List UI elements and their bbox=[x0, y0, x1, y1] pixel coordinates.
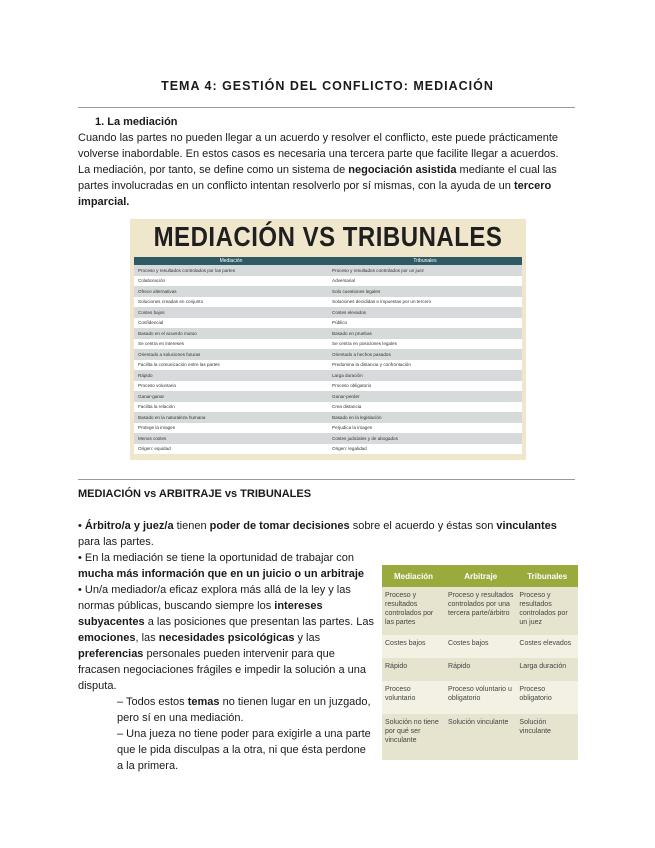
table-cell: Costes judiciales y de abogados bbox=[328, 433, 522, 444]
table-cell: Basado en la legislación bbox=[328, 412, 522, 423]
table-row bbox=[134, 412, 522, 423]
table-cell: Proceso y resultados controlados por las partes bbox=[134, 265, 328, 276]
image-title: MEDIACIÓN VS TRIBUNALES bbox=[153, 222, 503, 254]
table-cell: Orientado a soluciones futuras bbox=[134, 349, 328, 360]
table-cell: Proceso y resultados controlados por un juez bbox=[516, 587, 578, 635]
table-cell: Basado en el acuerdo mutuo bbox=[134, 328, 328, 339]
table-row bbox=[134, 328, 522, 339]
table-cell: Costes elevados bbox=[328, 307, 522, 318]
section-heading: 1. La mediación bbox=[95, 116, 178, 128]
table-row bbox=[134, 391, 522, 402]
table-row bbox=[134, 339, 522, 350]
table-header: Mediación bbox=[134, 257, 328, 265]
table-cell: Menos costes bbox=[134, 433, 328, 444]
table-header: Tribunales bbox=[516, 565, 578, 587]
table-row bbox=[134, 381, 522, 392]
divider bbox=[78, 479, 575, 480]
table-cell: Proceso y resultados controlados por un juez bbox=[328, 265, 522, 276]
sub-bullet-item: – Una jueza no tiene poder para exigirle a una parte que le pida disculpas a la otra, ni que ésta perdone a la primera. bbox=[117, 728, 371, 772]
table-cell: Proceso voluntario bbox=[382, 681, 445, 714]
table-row bbox=[134, 433, 522, 444]
table-row bbox=[134, 276, 522, 287]
table-cell: Protege la imagen bbox=[134, 423, 328, 434]
table-cell: Basado en la naturaleza humana bbox=[134, 412, 328, 423]
comparison-table bbox=[134, 257, 522, 454]
table-row bbox=[134, 370, 522, 381]
table-header: Arbitraje bbox=[445, 565, 516, 587]
table-cell: Perjudica la imagen bbox=[328, 423, 522, 434]
table-cell: Se centra en posiciones legales bbox=[328, 339, 522, 350]
table-cell: Costes bajos bbox=[445, 635, 516, 658]
table-cell: Costes bajos bbox=[382, 635, 445, 658]
table-row bbox=[134, 286, 522, 297]
table-row bbox=[382, 681, 578, 714]
paragraph-line: partes involucradas en un conflicto intentan resolverlo por sí mismas, con la ayuda de un tercero bbox=[78, 180, 552, 192]
table-cell: Proceso y resultados controlados por una tercera parte/árbitro bbox=[445, 587, 516, 635]
paragraph bbox=[78, 130, 578, 210]
table-cell: Costes elevados bbox=[516, 635, 578, 658]
table-cell: Basado en pruebas bbox=[328, 328, 522, 339]
table-cell: Se centra en intereses bbox=[134, 339, 328, 350]
table-cell: Proceso voluntario u obligatorio bbox=[445, 681, 516, 714]
table-row bbox=[134, 444, 522, 455]
paragraph-line: Cuando las partes no pueden llegar a un acuerdo y resolver el conflicto, este puede prácticamente bbox=[78, 132, 559, 144]
table-cell: Crea distancia bbox=[328, 402, 522, 413]
section-heading: MEDIACIÓN vs ARBITRAJE vs TRIBUNALES bbox=[78, 488, 312, 500]
bullet-item: • Árbitro/a y juez/a tienen poder de tomar decisiones sobre el acuerdo y éstas son vinculantes para las partes. bbox=[78, 520, 557, 548]
table-row bbox=[134, 318, 522, 329]
table-cell: Público bbox=[328, 318, 522, 329]
table-cell: Orientado a hechos pasados bbox=[328, 349, 522, 360]
bullet-item: • En la mediación se tiene la oportunidad de trabajar con mucha más información que en un juicio o un arbitraje bbox=[78, 552, 365, 580]
table-cell: Ofrece alternativas bbox=[134, 286, 328, 297]
table-cell: Solución no tiene por qué ser vinculante bbox=[382, 714, 445, 760]
table-cell: Soluciones decididas e impuestas por un tercero bbox=[328, 297, 522, 308]
table-cell: Facilita la relación bbox=[134, 402, 328, 413]
table-cell: Rápido bbox=[382, 658, 445, 681]
table-cell: Ganar-ganar bbox=[134, 391, 328, 402]
table-row bbox=[134, 349, 522, 360]
table-row bbox=[134, 423, 522, 434]
table-header: Mediación bbox=[382, 565, 445, 587]
table-cell: Predomina la distancia y confrontación bbox=[328, 360, 522, 371]
table-row bbox=[134, 307, 522, 318]
paragraph-line: volverse inabordable. En estos casos es necesaria una tercera parte que facilite llegar a acuerdos. bbox=[78, 148, 559, 160]
table-row bbox=[134, 360, 522, 371]
table-row bbox=[134, 297, 522, 308]
mediacion-vs-tribunales-image bbox=[130, 219, 526, 460]
table-cell: Soluciones creadas en conjunto bbox=[134, 297, 328, 308]
comparison-table bbox=[382, 565, 578, 760]
table-cell: Larga duración bbox=[516, 658, 578, 681]
paragraph-line: imparcial. bbox=[78, 196, 130, 208]
table-row bbox=[382, 635, 578, 658]
table-cell: Proceso y resultados controlados por las partes bbox=[382, 587, 445, 635]
table-row bbox=[134, 265, 522, 276]
table-cell: Origen: legalidad bbox=[328, 444, 522, 455]
table-cell: Colaboración bbox=[134, 276, 328, 287]
table-cell: Proceso obligatorio bbox=[328, 381, 522, 392]
table-cell: Costes bajos bbox=[134, 307, 328, 318]
table-cell: Solo cuestiones legales bbox=[328, 286, 522, 297]
page-title: TEMA 4: GESTIÓN DEL CONFLICTO: MEDIACIÓN bbox=[161, 79, 494, 93]
mediacion-arbitraje-tribunales-image bbox=[382, 565, 578, 760]
table-cell: Solución vinculante bbox=[516, 714, 578, 760]
table-header: Tribunales bbox=[328, 257, 522, 265]
table-cell: Confidencial bbox=[134, 318, 328, 329]
table-cell: Proceso obligatorio bbox=[516, 681, 578, 714]
table-cell: Larga duración bbox=[328, 370, 522, 381]
table-row bbox=[382, 714, 578, 760]
table-row bbox=[382, 658, 578, 681]
paragraph-line: La mediación, por tanto, se define como un sistema de negociación asistida mediante el cual las bbox=[78, 164, 557, 176]
table-cell: Adversarial bbox=[328, 276, 522, 287]
table-cell: Rápido bbox=[134, 370, 328, 381]
table-cell: Rápido bbox=[445, 658, 516, 681]
table-row bbox=[134, 402, 522, 413]
table-cell: Ganar-perder bbox=[328, 391, 522, 402]
table-cell: Solución vinculante bbox=[445, 714, 516, 760]
table-cell: Origen: equidad bbox=[134, 444, 328, 455]
table-row bbox=[382, 587, 578, 635]
sub-bullet-item: – Todos estos temas no tienen lugar en un juzgado, pero sí en una mediación. bbox=[117, 696, 371, 724]
divider bbox=[78, 107, 575, 108]
table-cell: Proceso voluntario bbox=[134, 381, 328, 392]
bullet-item: • Un/a mediador/a eficaz explora más allá de la ley y las normas públicas, buscando siempre los intereses subyacentes a las posiciones que presentan las partes. Las emociones, las necesidades psicológicas y las preferencias personales pueden intervenir para que fracasen negociaciones frágiles e impedir la solución a una disputa. bbox=[78, 584, 374, 692]
table-cell: Facilita la comunicación entre las partes bbox=[134, 360, 328, 371]
